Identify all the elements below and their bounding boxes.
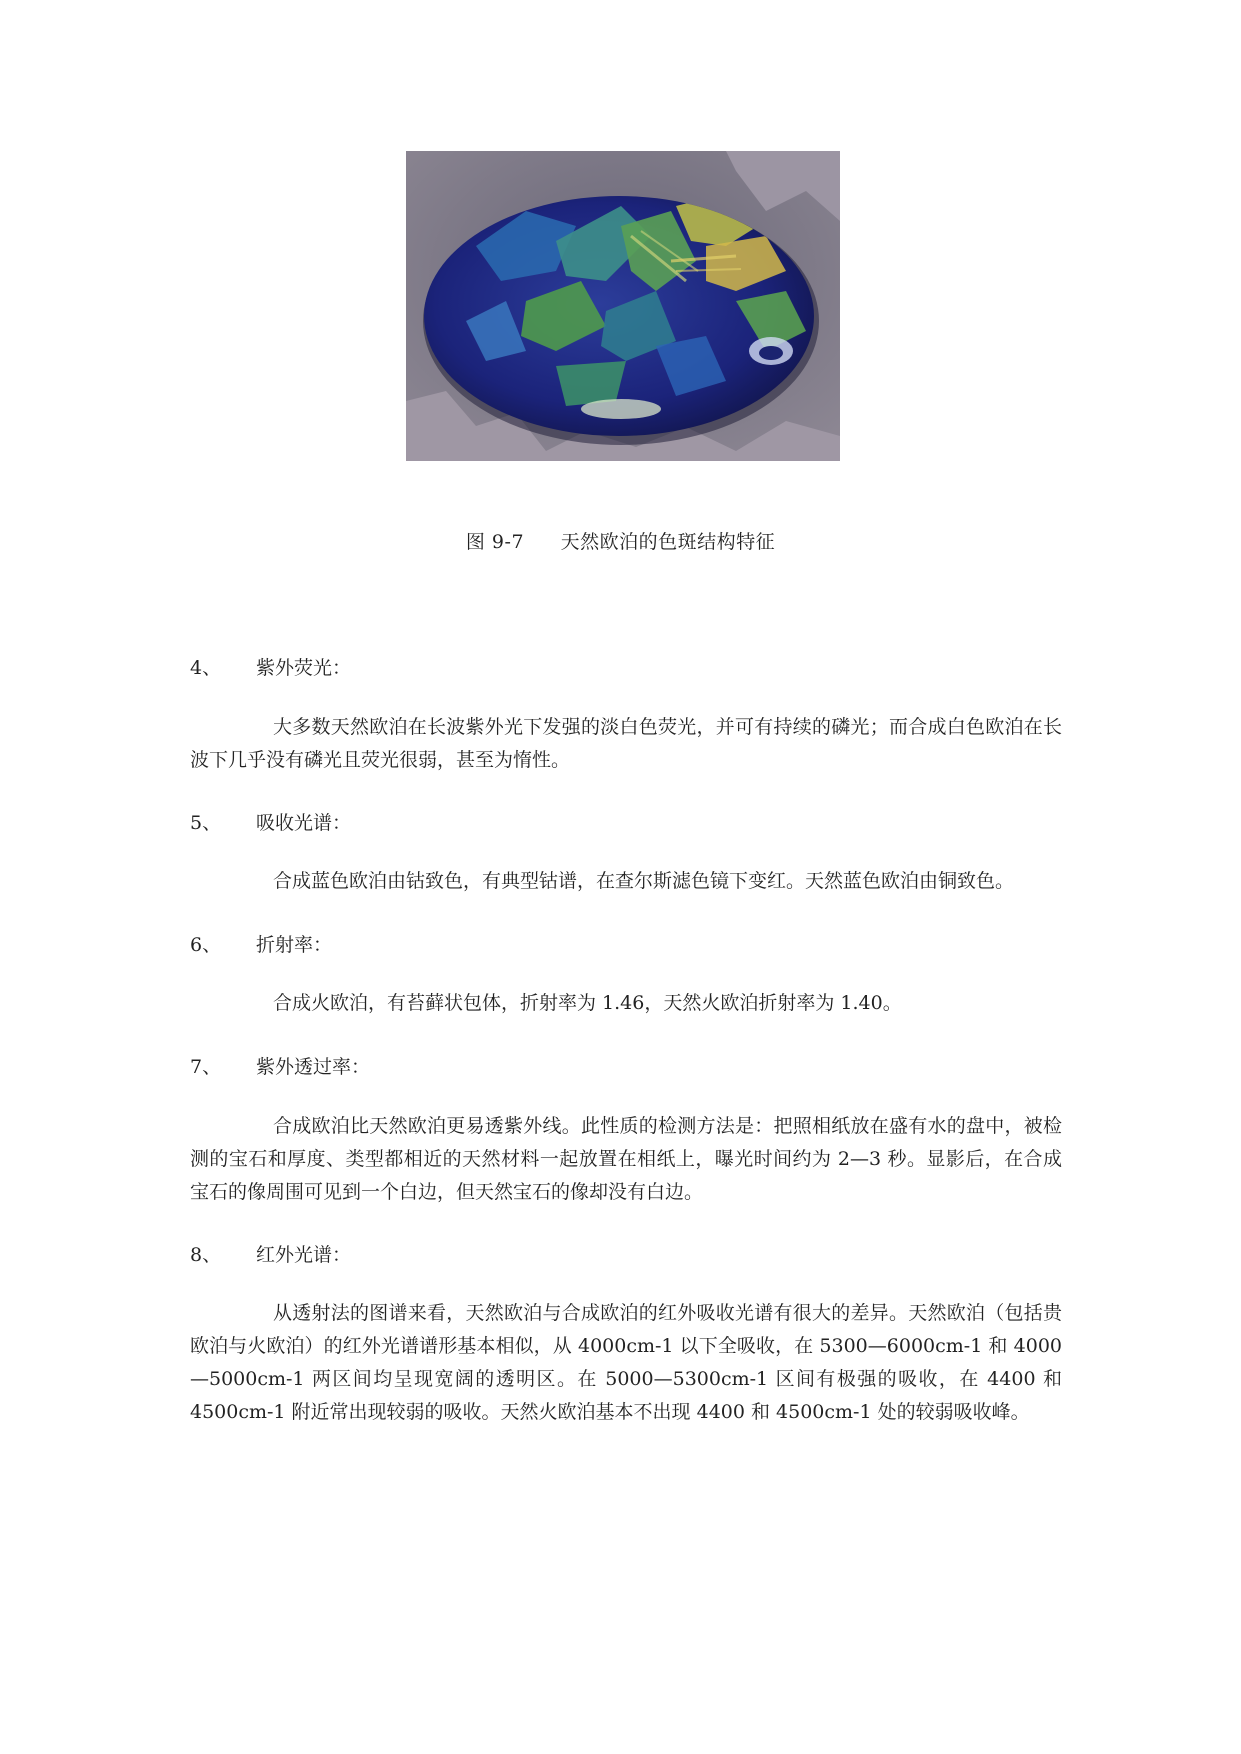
section-heading-5 xyxy=(190,808,351,835)
section-heading-8 xyxy=(190,1240,351,1267)
section-title: 红外光谱： xyxy=(256,1244,352,1266)
figure-number: 图 9-7 xyxy=(465,531,525,553)
opal-photo xyxy=(406,151,840,461)
section-body-6: 合成火欧泊，有苔藓状包体，折射率为 1.46，天然火欧泊折射率为 1.40。 xyxy=(273,992,902,1014)
section-title: 紫外荧光： xyxy=(256,657,352,679)
section-title: 紫外透过率： xyxy=(256,1056,371,1078)
section-heading-7 xyxy=(190,1052,370,1079)
section-heading-4 xyxy=(190,653,351,680)
section-number: 7、 xyxy=(190,1056,222,1078)
section-number: 6、 xyxy=(190,934,222,956)
section-heading-6 xyxy=(190,930,332,957)
section-title: 吸收光谱： xyxy=(256,812,352,834)
section-number: 4、 xyxy=(190,657,222,679)
section-number: 8、 xyxy=(190,1244,222,1266)
section-body-8: 从透射法的图谱来看，天然欧泊与合成欧泊的红外吸收光谱有很大的差异。天然欧泊（包括贵欧泊与火欧泊）的红外光谱谱形基本相似，从 4000cm-1 以下全吸收，在 5300—6000cm-1 和 4000—5000cm-1 两区间均呈现宽阔的透明区。在 5000—5300cm-1 区间有极强的吸收，在 4400 和 4500cm-1 附近常出现较弱的吸收。天然火欧泊基本不出现 4400 和 4500cm-1 处的较弱吸收峰。 xyxy=(190,1302,1062,1423)
section-body-7: 合成欧泊比天然欧泊更易透紫外线。此性质的检测方法是：把照相纸放在盛有水的盘中，被检测的宝石和厚度、类型都相近的天然材料一起放置在相纸上，曝光时间约为 2—3 秒。显影后，在合成宝石的像周围可见到一个白边，但天然宝石的像却没有白边。 xyxy=(190,1115,1062,1203)
section-number: 5、 xyxy=(190,812,222,834)
figure-title: 天然欧泊的色斑结构特征 xyxy=(560,531,776,553)
figure-caption xyxy=(0,527,1241,554)
section-title: 折射率： xyxy=(256,934,333,956)
section-body-5: 合成蓝色欧泊由钴致色，有典型钴谱，在查尔斯滤色镜下变红。天然蓝色欧泊由铜致色。 xyxy=(273,870,1015,892)
section-body-4: 大多数天然欧泊在长波紫外光下发强的淡白色荧光，并可有持续的磷光；而合成白色欧泊在长波下几乎没有磷光且荧光很弱，甚至为惰性。 xyxy=(190,716,1062,771)
